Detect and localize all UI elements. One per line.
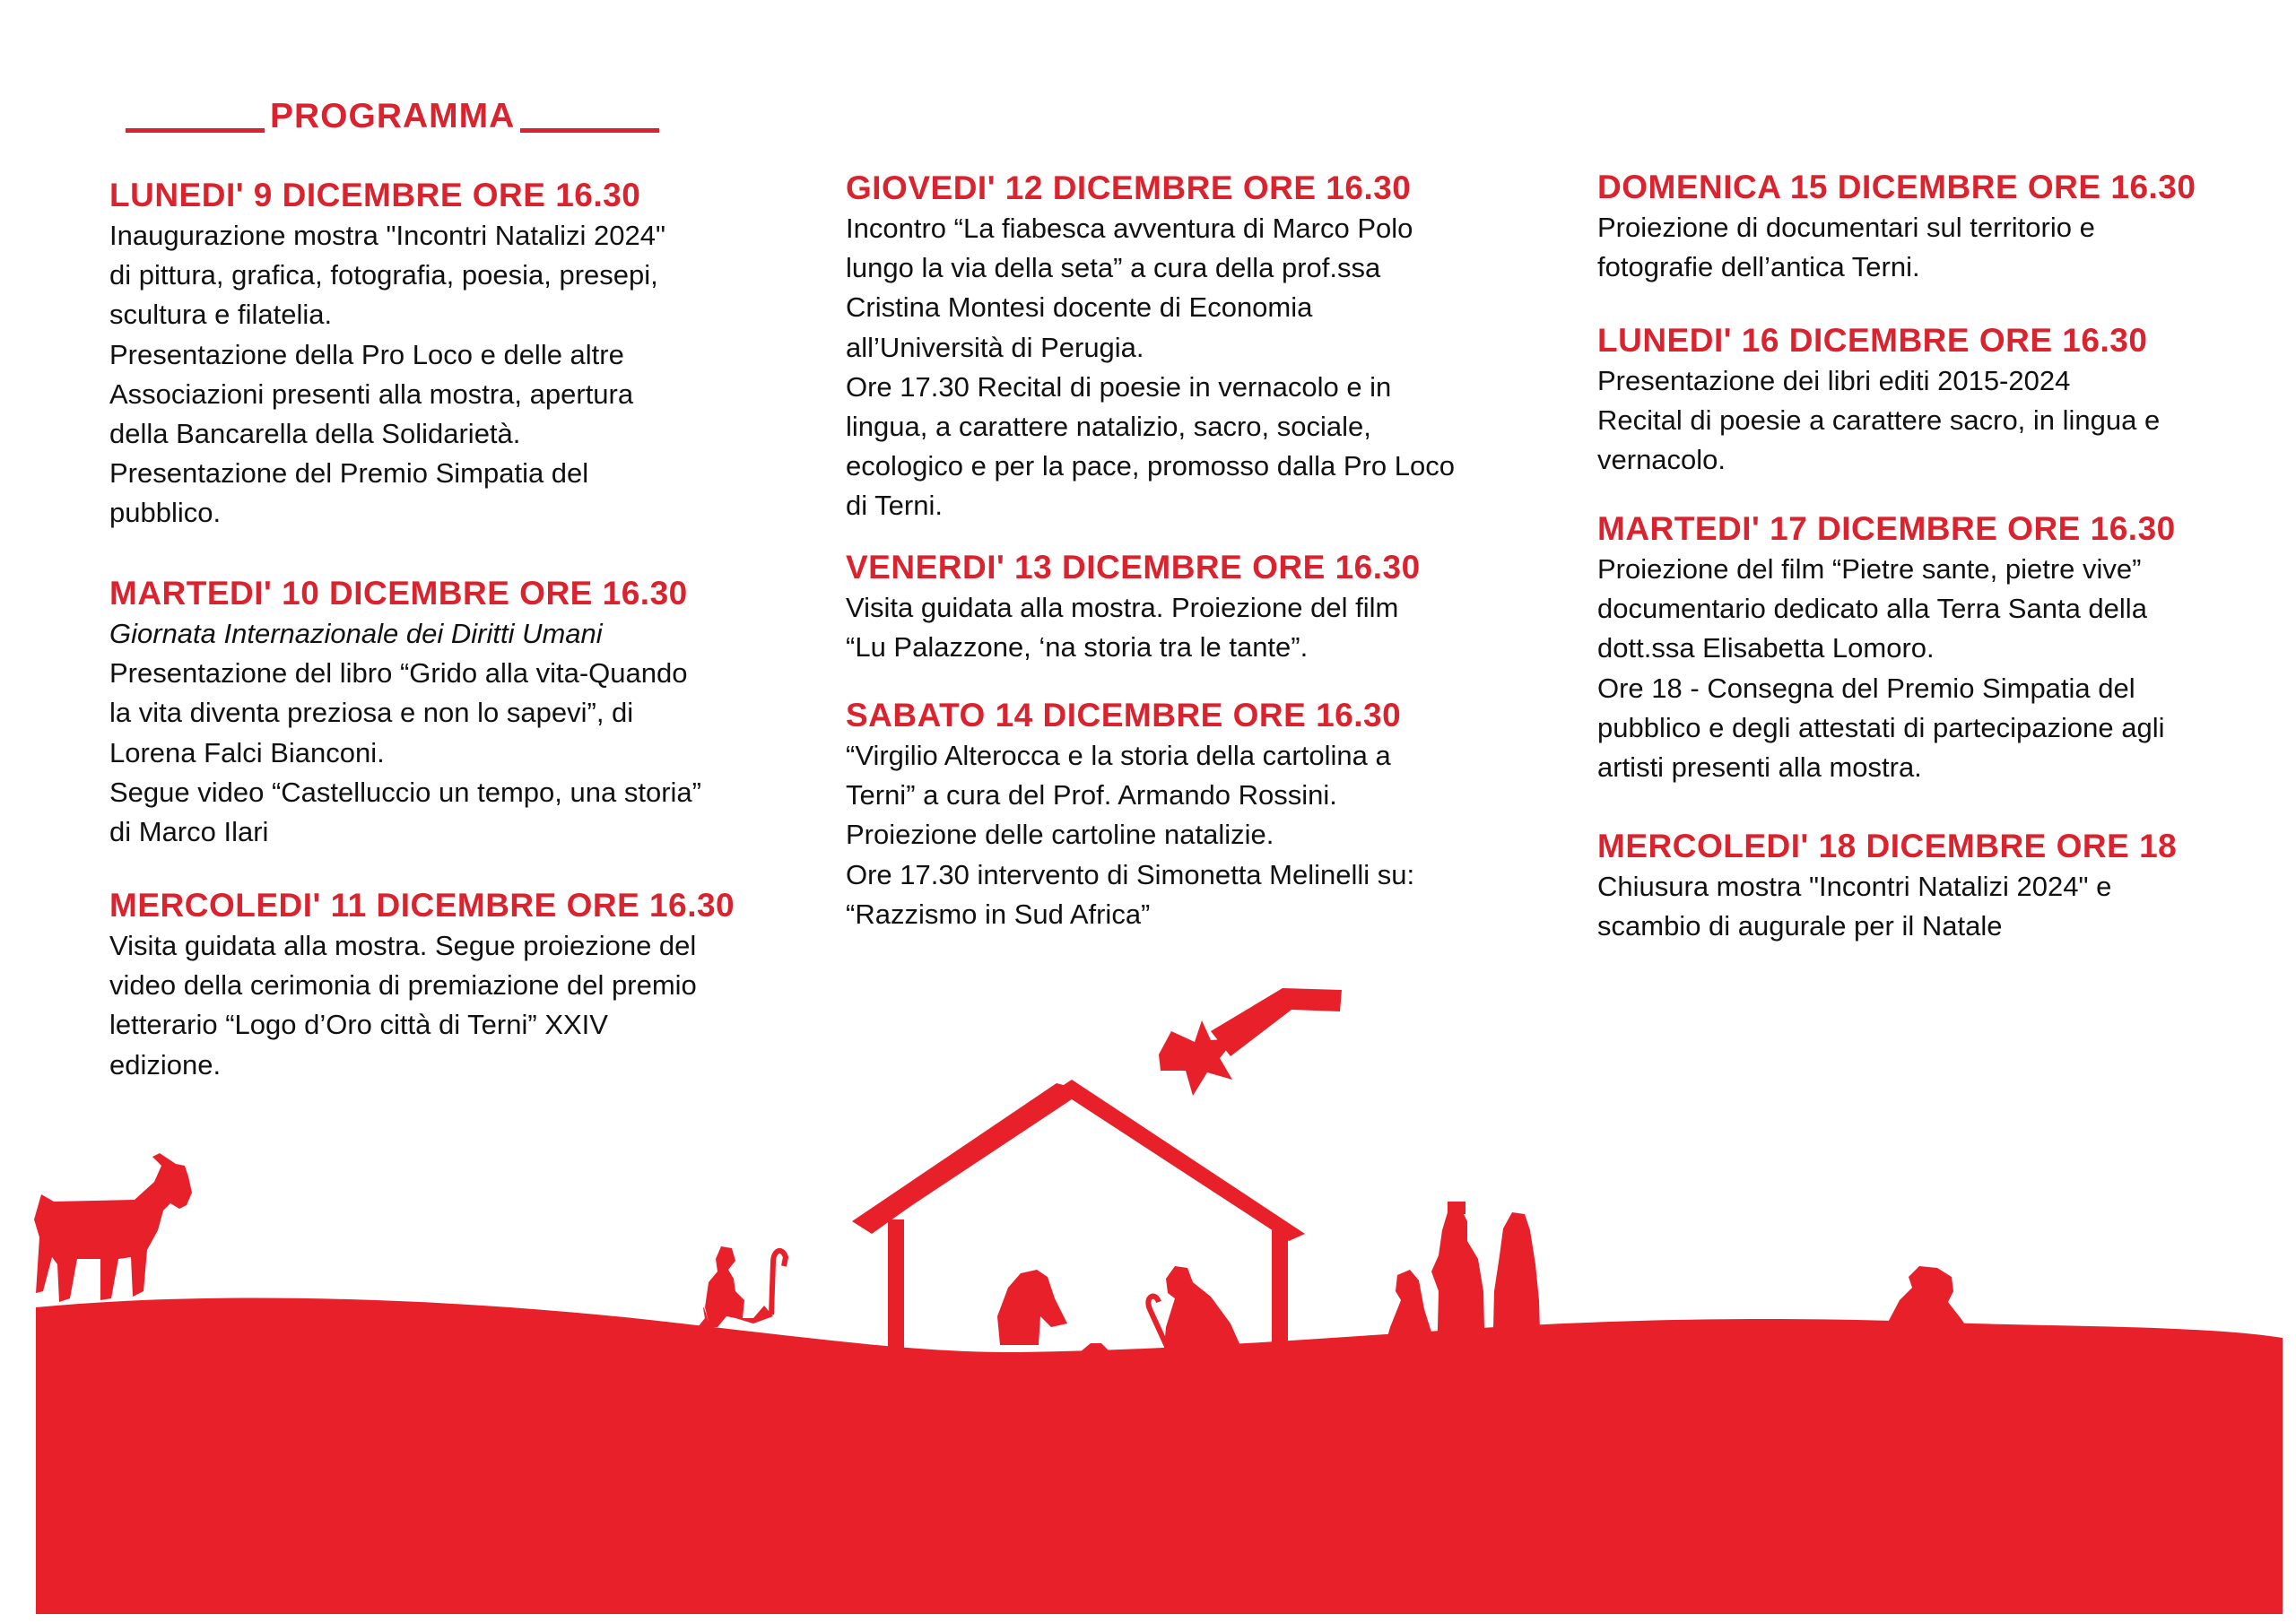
standing-king-icon bbox=[1492, 1212, 1541, 1365]
joseph-icon bbox=[1162, 1266, 1252, 1372]
event-text-line: documentario dedicato alla Terra Santa della bbox=[1597, 593, 2147, 625]
event-text-line: Inaugurazione mostra "Incontri Natalizi 2024" bbox=[109, 220, 665, 251]
event-text-line: Ore 17.30 intervento di Simonetta Melinelli su: bbox=[846, 858, 1415, 890]
event-text-line: Ore 18 - Consegna del Premio Simpatia del bbox=[1597, 672, 2135, 704]
event-text-line: “Razzismo in Sud Africa” bbox=[846, 898, 1151, 930]
standing-king-icon bbox=[1431, 1207, 1485, 1363]
event-heading: VENERDI' 13 DICEMBRE ORE 16.30 bbox=[846, 549, 1421, 586]
event-text-line: di Marco Ilari bbox=[109, 816, 269, 848]
event-heading: MARTEDI' 17 DICEMBRE ORE 16.30 bbox=[1597, 510, 2176, 547]
mary-icon bbox=[997, 1270, 1067, 1345]
event-text-line: video della cerimonia di premiazione del premio bbox=[109, 969, 697, 1002]
event-text-line: di pittura, grafica, fotografia, poesia, presepi, bbox=[109, 259, 658, 291]
event-text-line: Associazioni presenti alla mostra, apertura bbox=[109, 378, 634, 410]
event-text-line: Giornata Internazionale dei Diritti Umani bbox=[109, 618, 603, 649]
event-text-line: Presentazione dei libri editi 2015-2024 bbox=[1597, 365, 2071, 396]
event-text-line: lungo la via della seta” a cura della prof.ssa bbox=[846, 252, 1381, 284]
shepherd-staff bbox=[771, 1251, 786, 1315]
event-text-line: della Bancarella della Solidarietà. bbox=[109, 418, 521, 450]
shepherd-icon bbox=[698, 1246, 773, 1327]
event-text-line: dott.ssa Elisabetta Lomoro. bbox=[1597, 632, 1935, 664]
event-heading: DOMENICA 15 DICEMBRE ORE 16.30 bbox=[1597, 169, 2196, 205]
event-text-line: Proiezione del film “Pietre sante, pietre vive” bbox=[1597, 553, 2142, 585]
event-text-line: Presentazione del libro “Grido alla vita-Quando bbox=[109, 657, 688, 690]
event-heading: LUNEDI' 9 DICEMBRE ORE 16.30 bbox=[109, 177, 641, 213]
event-text-line: pubblico e degli attestati di partecipazione agli bbox=[1597, 711, 2165, 743]
event-text-line: Presentazione della Pro Loco e delle altre bbox=[109, 338, 624, 370]
kneeling-figure-icon bbox=[1883, 1266, 1970, 1331]
event-text-line: di Terni. bbox=[846, 490, 943, 522]
event-text-line: all’Università di Perugia. bbox=[846, 331, 1144, 363]
event-text-line: Recital di poesie a carattere sacro, in lingua e bbox=[1597, 404, 2161, 437]
event-text-line: Visita guidata alla mostra. Segue proiezione del bbox=[109, 930, 697, 961]
event-text-line: la vita diventa preziosa e non lo sapevi”, di bbox=[109, 697, 634, 729]
ground-hill bbox=[36, 1298, 2283, 1614]
event-text-line: edizione. bbox=[109, 1048, 222, 1081]
event-text-line: “Lu Palazzone, ‘na storia tra le tante”. bbox=[846, 631, 1309, 664]
event-text-line: Presentazione del Premio Simpatia del bbox=[109, 457, 589, 490]
goat-icon bbox=[34, 1153, 192, 1302]
event-text-line: fotografie dell’antica Terni. bbox=[1597, 251, 1920, 283]
event-text-line: Incontro “La fiabesca avventura di Marco Polo bbox=[846, 213, 1413, 244]
event-text-line: Lorena Falci Bianconi. bbox=[109, 736, 385, 768]
event-heading: LUNEDI' 16 DICEMBRE ORE 16.30 bbox=[1597, 322, 2148, 359]
nativity-silhouette bbox=[34, 988, 2283, 1614]
event-text-line: letterario “Logo d’Oro città di Terni” XXIV bbox=[109, 1009, 608, 1041]
stable-post-left bbox=[888, 1219, 904, 1354]
event-text-line: scultura e filatelia. bbox=[109, 299, 333, 331]
event-heading: SABATO 14 DICEMBRE ORE 16.30 bbox=[846, 697, 1402, 733]
event-text-line: Proiezione di documentari sul territorio e bbox=[1597, 212, 2095, 243]
event-text-line: Chiusura mostra "Incontri Natalizi 2024" e bbox=[1597, 871, 2112, 902]
event-text-line: vernacolo. bbox=[1597, 444, 1726, 476]
star-tail bbox=[1211, 988, 1342, 1056]
event-text-line: lingua, a carattere natalizio, sacro, sociale, bbox=[846, 411, 1371, 443]
page-title: PROGRAMMA bbox=[270, 97, 516, 135]
event-heading: MERCOLEDI' 11 DICEMBRE ORE 16.30 bbox=[109, 887, 735, 924]
event-text-line: Terni” a cura del Prof. Armando Rossini. bbox=[846, 779, 1337, 812]
event-text-line: pubblico. bbox=[109, 497, 222, 529]
event-text-line: “Virgilio Alterocca e la storia della cartolina a bbox=[846, 740, 1391, 771]
event-heading: MERCOLEDI' 18 DICEMBRE ORE 18 bbox=[1597, 828, 2178, 864]
kneeling-king-icon bbox=[1381, 1270, 1433, 1359]
event-text-line: Cristina Montesi docente di Economia bbox=[846, 291, 1313, 324]
event-text-line: scambio di augurale per il Natale bbox=[1597, 910, 2003, 942]
event-text-line: ecologico e per la pace, promosso dalla Pro Loco bbox=[846, 450, 1455, 482]
stable-roof bbox=[861, 1080, 1305, 1241]
event-text-line: Ore 17.30 Recital di poesie in vernacolo e in bbox=[846, 370, 1392, 403]
stable-post-right bbox=[1272, 1230, 1288, 1356]
event-text-line: artisti presenti alla mostra. bbox=[1597, 751, 1922, 784]
event-text-line: Segue video “Castelluccio un tempo, una storia” bbox=[109, 776, 701, 808]
event-text-line: Visita guidata alla mostra. Proiezione del film bbox=[846, 592, 1399, 623]
stable-roof-beam bbox=[852, 1083, 1076, 1234]
king-crown bbox=[1448, 1202, 1465, 1214]
event-heading: MARTEDI' 10 DICEMBRE ORE 16.30 bbox=[109, 575, 688, 612]
event-text-line: Proiezione delle cartoline natalizie. bbox=[846, 819, 1274, 851]
event-heading: GIOVEDI' 12 DICEMBRE ORE 16.30 bbox=[846, 169, 1412, 206]
